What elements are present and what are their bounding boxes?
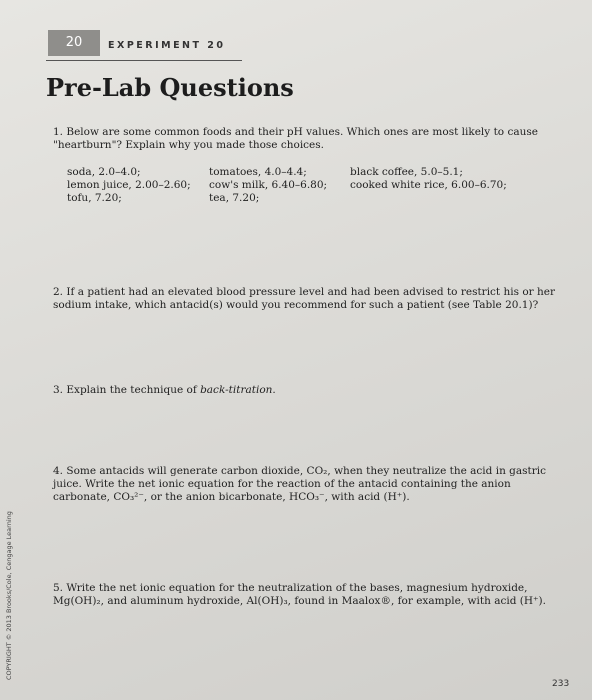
question-4 (53, 465, 563, 504)
food-column (350, 166, 507, 192)
food-item: black coffee, 5.0–5.1; (350, 166, 463, 178)
food-item: tofu, 7.20; (67, 192, 122, 204)
chapter-tab: 20 (48, 30, 100, 56)
header-rule (46, 60, 242, 61)
page-number: 233 (552, 679, 570, 689)
copyright-notice: COPYRIGHT © 2013 Brooks/Cole, Cengage Learning (5, 511, 13, 680)
experiment-label: EXPERIMENT 20 (108, 40, 226, 51)
question-text: Some antacids will generate carbon dioxide, CO₂, when they neutralize the acid in gastric juice. Write the net ionic equation for the reaction of the antacid containing the anion carbonate, CO₃²⁻, or the anion bicarbonate, HCO₃⁻, with acid (H⁺). (53, 465, 547, 503)
food-column (209, 166, 327, 205)
page-title: Pre-Lab Questions (46, 73, 294, 102)
food-item: cooked white rice, 6.00–6.70; (350, 179, 507, 191)
food-item: tomatoes, 4.0–4.4; (209, 166, 307, 178)
question-number: 2. (53, 286, 64, 298)
question-number: 5. (53, 582, 64, 594)
question-text: Below are some common foods and their pH values. Which ones are most likely to cause "heartburn"? Explain why you made those choices. (53, 126, 538, 151)
food-item: tea, 7.20; (209, 192, 260, 204)
question-number: 1. (53, 126, 64, 138)
question-1 (53, 126, 563, 152)
question-text-end: . (272, 384, 276, 396)
food-column (67, 166, 191, 205)
question-text: If a patient had an elevated blood pressure level and had been advised to restrict his or her sodium intake, which antacid(s) would you recommend for such a patient (see Table 20.1)? (53, 286, 556, 311)
question-number: 3. (53, 384, 64, 396)
question-3 (53, 384, 563, 397)
question-text: Write the net ionic equation for the neutralization of the bases, magnesium hydroxide, Mg(OH)₂, and aluminum hydroxide, Al(OH)₃, found in Maalox®, for example, with acid (H⁺). (53, 582, 546, 607)
food-item: lemon juice, 2.00–2.60; (67, 179, 191, 191)
food-item: soda, 2.0–4.0; (67, 166, 141, 178)
question-number: 4. (53, 465, 64, 477)
question-5 (53, 582, 563, 608)
food-item: cow's milk, 6.40–6.80; (209, 179, 328, 191)
italic-term: back-titration (200, 384, 273, 396)
question-2 (53, 286, 563, 312)
question-text: Explain the technique of (66, 384, 201, 396)
